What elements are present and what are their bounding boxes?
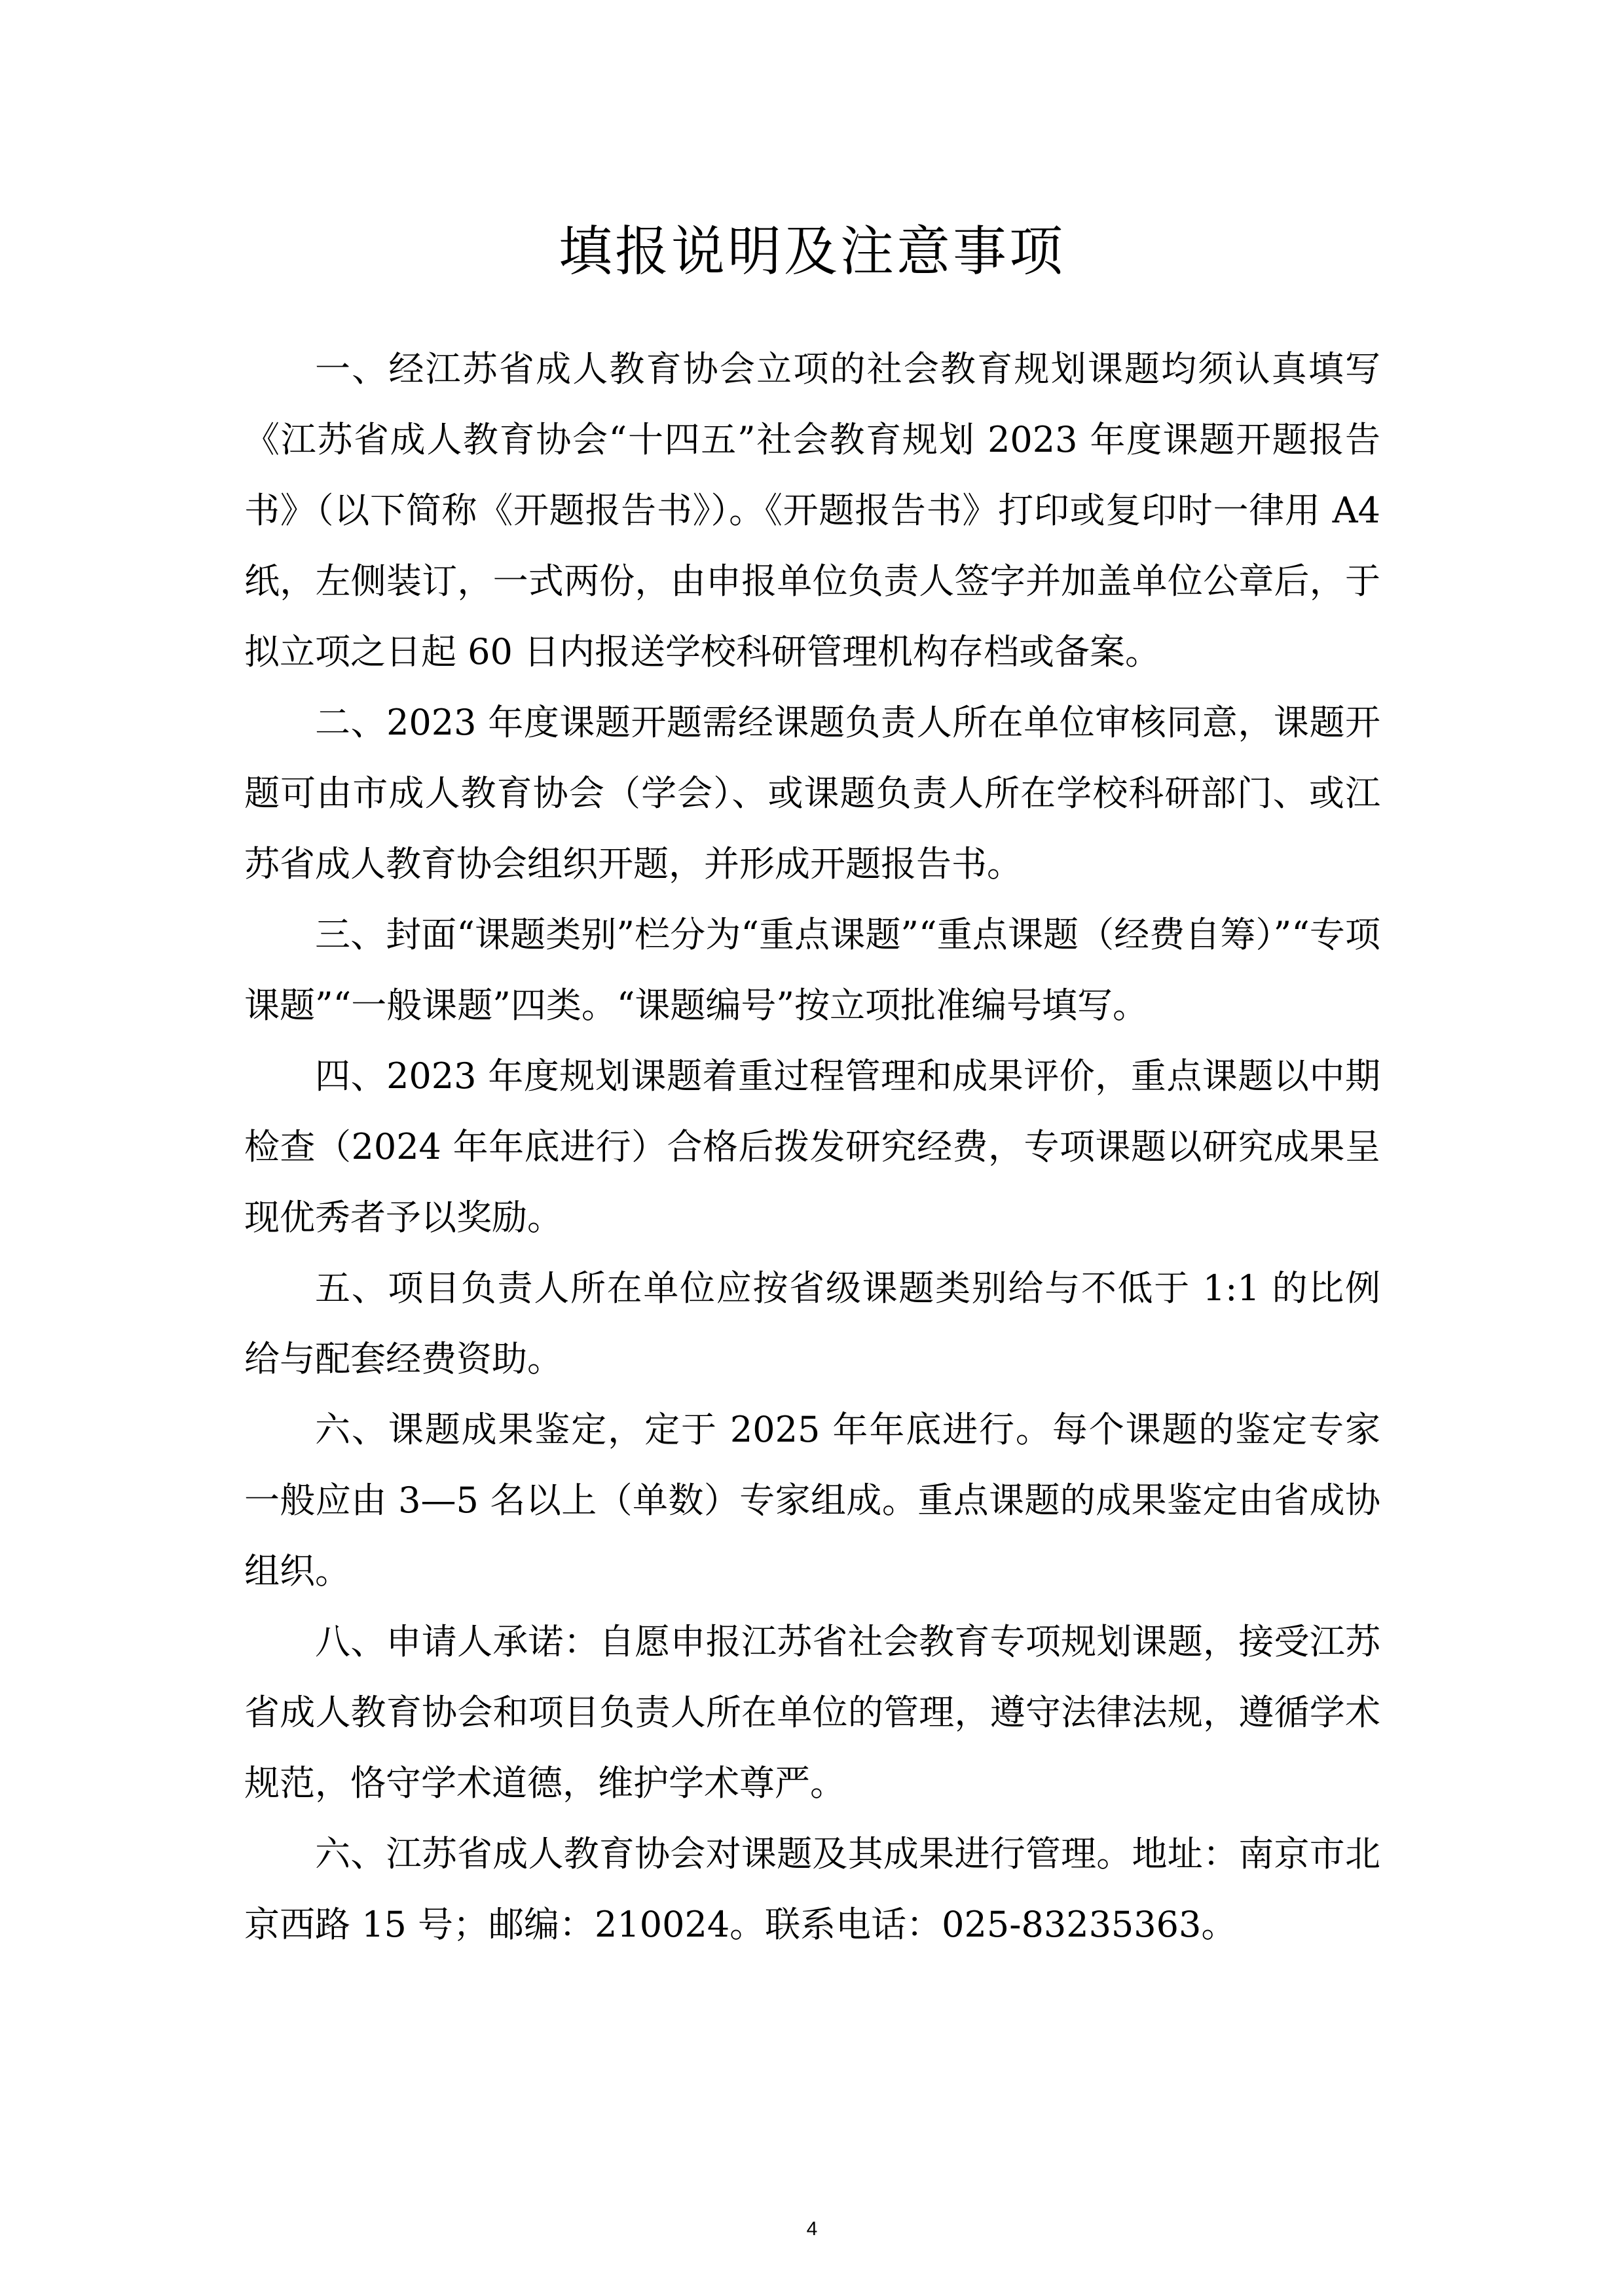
paragraph-5: 五、项目负责人所在单位应按省级课题类别给与不低于 1:1 的比例给与配套经费资助。	[244, 1267, 1380, 1379]
paragraph-8: 六、江苏省成人教育协会对课题及其成果进行管理。地址：南京市北京西路 15 号；邮编：210024。联系电话：025-83235363。	[244, 1833, 1380, 1945]
document-body	[244, 334, 1380, 1960]
paragraph-7: 八、申请人承诺：自愿申报江苏省社会教育专项规划课题，接受江苏省成人教育协会和项目负责人所在单位的管理，遵守法律法规，遵循学术规范，恪守学术道德，维护学术尊严。	[244, 1621, 1380, 1804]
paragraph-2: 二、2023 年度课题开题需经课题负责人所在单位审核同意，课题开题可由市成人教育协会（学会）、或课题负责人所在学校科研部门、或江苏省成人教育协会组织开题，并形成开题报告书。	[244, 702, 1380, 884]
paragraph-1: 一、经江苏省成人教育协会立项的社会教育规划课题均须认真填写《江苏省成人教育协会“十四五”社会教育规划 2023 年度课题开题报告书》（以下简称《开题报告书》）。《开题报告书》打印或复印时一律用 A4 纸，左侧装订，一式两份，由申报单位负责人签字并加盖单位公章后，于拟立项之日起 60 日内报送学校科研管理机构存档或备案。	[244, 348, 1380, 672]
page-title: 填报说明及注意事项	[558, 221, 1065, 283]
paragraph-6: 六、课题成果鉴定，定于 2025 年年底进行。每个课题的鉴定专家一般应由 3—5 名以上（单数）专家组成。重点课题的成果鉴定由省成协组织。	[244, 1409, 1380, 1592]
page-number: 4	[806, 2218, 818, 2240]
paragraph-3: 三、封面“课题类别”栏分为“重点课题”“重点课题（经费自筹）”“专项课题”“一般课题”四类。“课题编号”按立项批准编号填写。	[244, 914, 1380, 1026]
paragraph-4: 四、2023 年度规划课题着重过程管理和成果评价，重点课题以中期检查（2024 年年底进行）合格后拨发研究经费，专项课题以研究成果呈现优秀者予以奖励。	[244, 1055, 1380, 1238]
